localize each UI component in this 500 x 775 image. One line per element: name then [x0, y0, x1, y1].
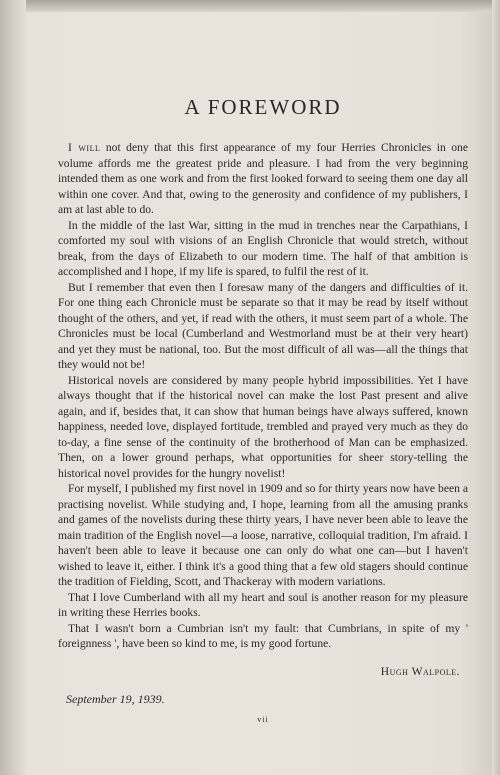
paragraph-text: That I wasn't born a Cumbrian isn't my fault: that Cumbrians, in spite of my ' foreignness ', have been so kind to me, is my good fortune. — [58, 621, 468, 650]
paragraph-text: But I remember that even then I foresaw many of the dangers and difficulties of it. For one thing each Chronicle must be separate so that it may be read by itself without thought of the others, and yet, if read with the others, it must seem part of a whole. The Chronicles must be local (Cumberland and Westmorland must be at their very heart) and yet they must be national, too. But the most difficult of all was—all the things that they would not be! — [58, 280, 468, 371]
foreword-date: September 19, 1939. — [66, 691, 165, 706]
paragraph-text: That I love Cumberland with all my heart and soul is another reason for my pleasure in writing these Herries books. — [58, 590, 468, 619]
paragraph-text: For myself, I published my first novel in 1909 and so for thirty years now have been a practising novelist. While studying and, I hope, learning from all the amusing pranks and games of the novelists during these thirty years, I have never been able to leave the main tradition of the English novel—a loose, narrative, colloquial tradition, I'm afraid. I haven't been able to leave it because one can only do what one can—but I haven't wished to leave it, either. I think it's a good thing that a few old stagers should continue the tradition of Fielding, Scott, and Thackeray with modern variations. — [58, 482, 468, 588]
paragraph-text: not deny that this first appearance of my four Herries Chronicles in one volume affords me the greatest pride and pleasure. I had from the very beginning intended them as one work and from the first looked forward to seeing them one day all within one cover. And that, owing to the generosity and confidence of my publishers, I am at last able to do. — [58, 141, 468, 216]
paragraph-6 — [58, 590, 468, 621]
book-spine — [0, 0, 26, 775]
paragraph-text: In the middle of the last War, sitting in the mud in trenches near the Carpathians, I comforted my soul with visions of an English Chronicle that would stretch, without break, from the days of Elizabeth to our modern time. The half of that ambition is accomplished and I hope, if my life is spared, to fulfil the rest of it. — [58, 218, 468, 278]
page-edge — [492, 0, 500, 775]
paragraph-3 — [58, 280, 468, 373]
page-number: vii — [257, 714, 269, 724]
book-top-edge — [0, 0, 500, 12]
paragraph-7 — [58, 621, 468, 652]
paragraph-5 — [58, 481, 468, 590]
paragraph-lead: I will — [68, 141, 101, 154]
paragraph-text: Historical novels are considered by many people hybrid impossibilities. Yet I have always thought that if the historical novel can make the lost Past present and alive again, and if, besides that, it can show that human beings have always suffered, known happiness, needed love, displayed fortitude, trembled and prayed very much as they do to-day, a fine sense of the continuity of the brotherhood of Man can be emphasized. Then, on a lower ground perhaps, what opportunities for sheer story-telling the historical novel provides for the hungry novelist! — [58, 373, 468, 480]
paragraph-2 — [58, 218, 468, 280]
author-signature: Hugh Walpole. — [380, 665, 460, 678]
paragraph-1 — [58, 140, 468, 218]
page-title: A FOREWORD — [184, 95, 342, 119]
paragraph-4 — [58, 373, 468, 482]
book-page — [58, 95, 468, 724]
